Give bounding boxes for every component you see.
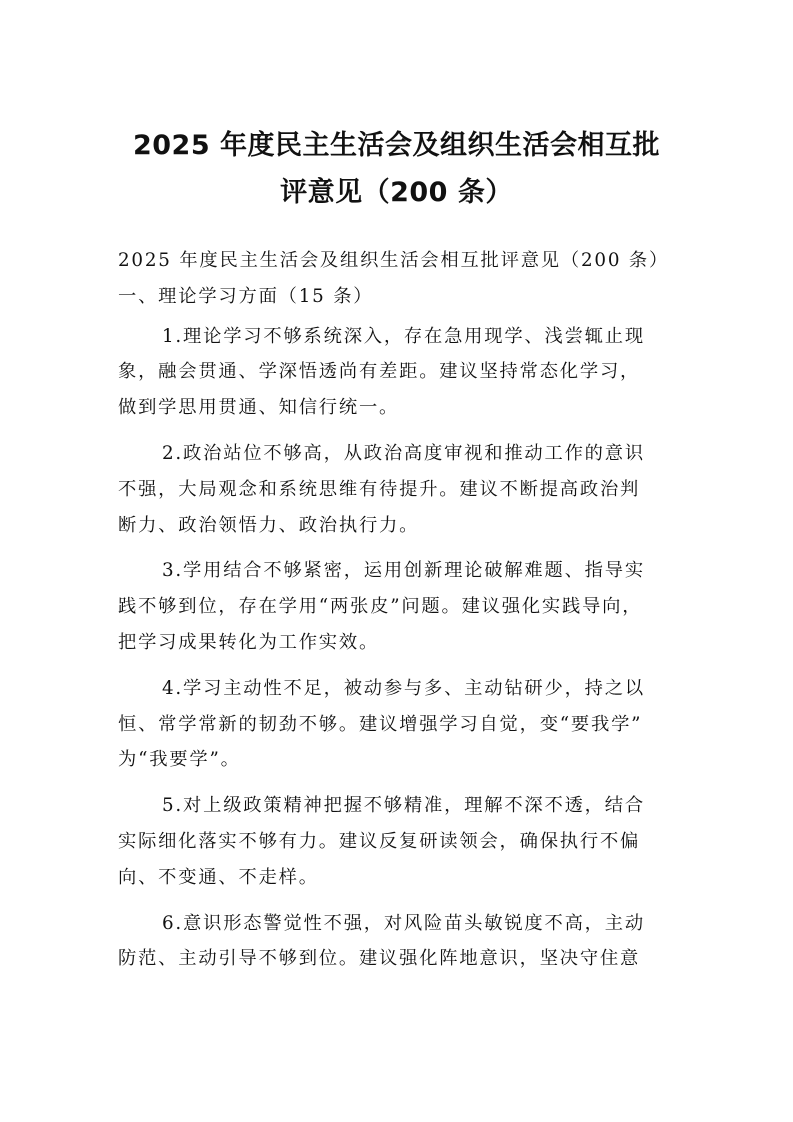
paragraph-line: 1.理论学习不够系统深入，存在急用现学、浅尝辄止现 — [162, 325, 645, 347]
document-subtitle: 2025 年度民主生活会及组织生活会相互批评意见（200 条） — [118, 250, 670, 271]
title-line-1: 2025 年度民主生活会及组织生活会相互批 — [132, 130, 661, 161]
paragraph-2 — [118, 436, 676, 543]
paragraph-6 — [118, 906, 676, 978]
paragraph-line: 为“我要学”。 — [118, 749, 241, 771]
paragraph-line: 把学习成果转化为工作实效。 — [118, 631, 380, 653]
title-line-2: 评意见（200 条） — [280, 177, 513, 208]
paragraph-line: 做到学思用贯通、知信行统一。 — [118, 397, 400, 419]
paragraph-line: 4.学习主动性不足，被动参与多、主动钻研少，持之以 — [162, 677, 645, 699]
paragraph-line: 防范、主动引导不够到位。建议强化阵地意识，坚决守住意 — [118, 948, 641, 970]
paragraph-line: 3.学用结合不够紧密，运用创新理论破解难题、指导实 — [162, 560, 645, 582]
document-title — [108, 122, 685, 216]
paragraph-line: 断力、政治领悟力、政治执行力。 — [118, 514, 420, 536]
paragraph-line: 向、不变通、不走样。 — [118, 866, 319, 888]
document-body — [118, 243, 676, 987]
paragraph-line: 不强，大局观念和系统思维有待提升。建议不断提高政治判 — [118, 478, 641, 500]
paragraph-line: 践不够到位，存在学用“两张皮”问题。建议强化实践导向， — [118, 596, 643, 618]
paragraph-5 — [118, 788, 676, 895]
paragraph-line: 象，融会贯通、学深悟透尚有差距。建议坚持常态化学习， — [118, 361, 641, 383]
paragraph-line: 实际细化落实不够有力。建议反复研读领会，确保执行不偏 — [118, 830, 641, 852]
paragraph-1 — [118, 319, 676, 426]
section-heading: 一、理论学习方面（15 条） — [118, 285, 374, 307]
paragraph-line: 恒、常学常新的韧劲不够。建议增强学习自觉，变“要我学” — [118, 713, 643, 735]
paragraph-line: 6.意识形态警觉性不强，对风险苗头敏锐度不高，主动 — [162, 912, 645, 934]
paragraph-4 — [118, 671, 676, 778]
paragraph-line: 2.政治站位不够高，从政治高度审视和推动工作的意识 — [162, 442, 645, 464]
paragraph-3 — [118, 553, 676, 660]
paragraph-line: 5.对上级政策精神把握不够精准，理解不深不透，结合 — [162, 795, 645, 817]
